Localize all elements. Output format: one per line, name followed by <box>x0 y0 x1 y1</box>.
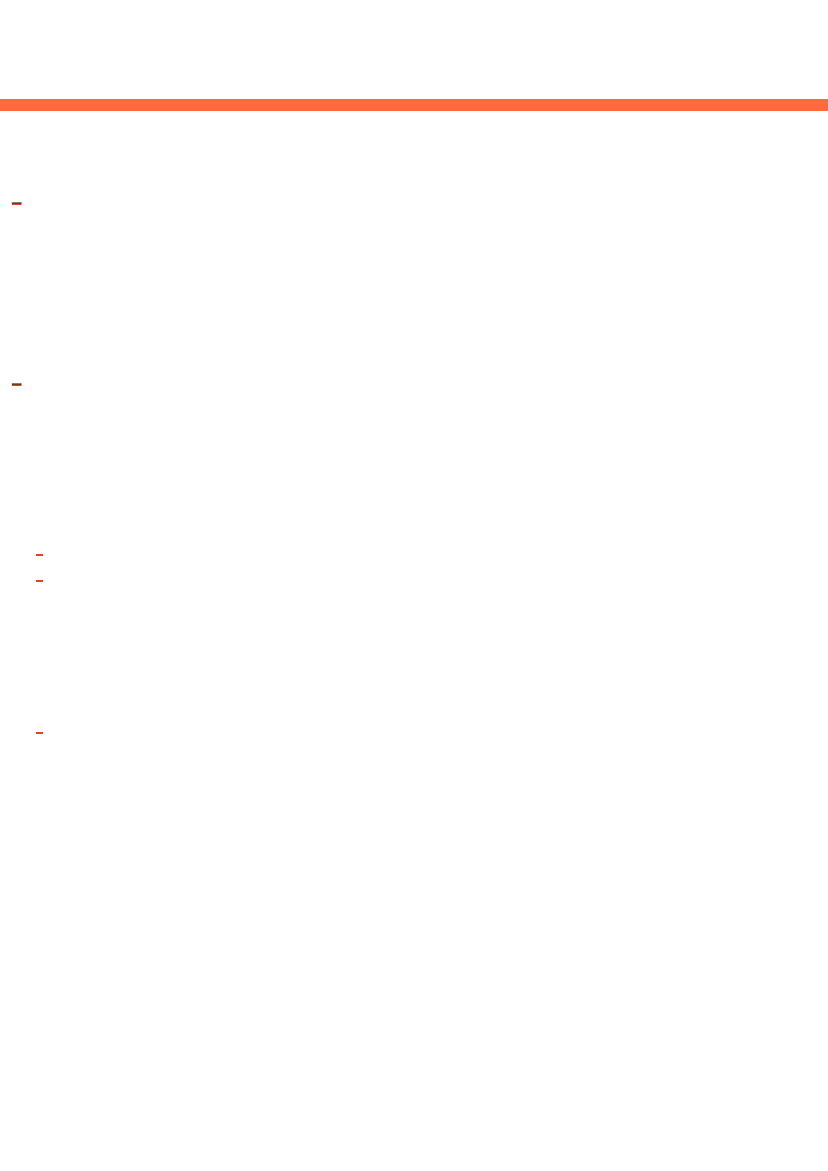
section2-heading: _ <box>12 366 22 385</box>
section1-heading: _ <box>12 185 22 204</box>
types-heading <box>36 569 53 591</box>
dash-icon <box>36 732 43 734</box>
dash-icon <box>36 554 43 556</box>
title-underline-bar <box>0 99 828 111</box>
title-area <box>0 55 828 145</box>
poles-line <box>36 543 53 565</box>
dash-icon <box>36 580 43 582</box>
formazione-heading <box>36 721 89 743</box>
